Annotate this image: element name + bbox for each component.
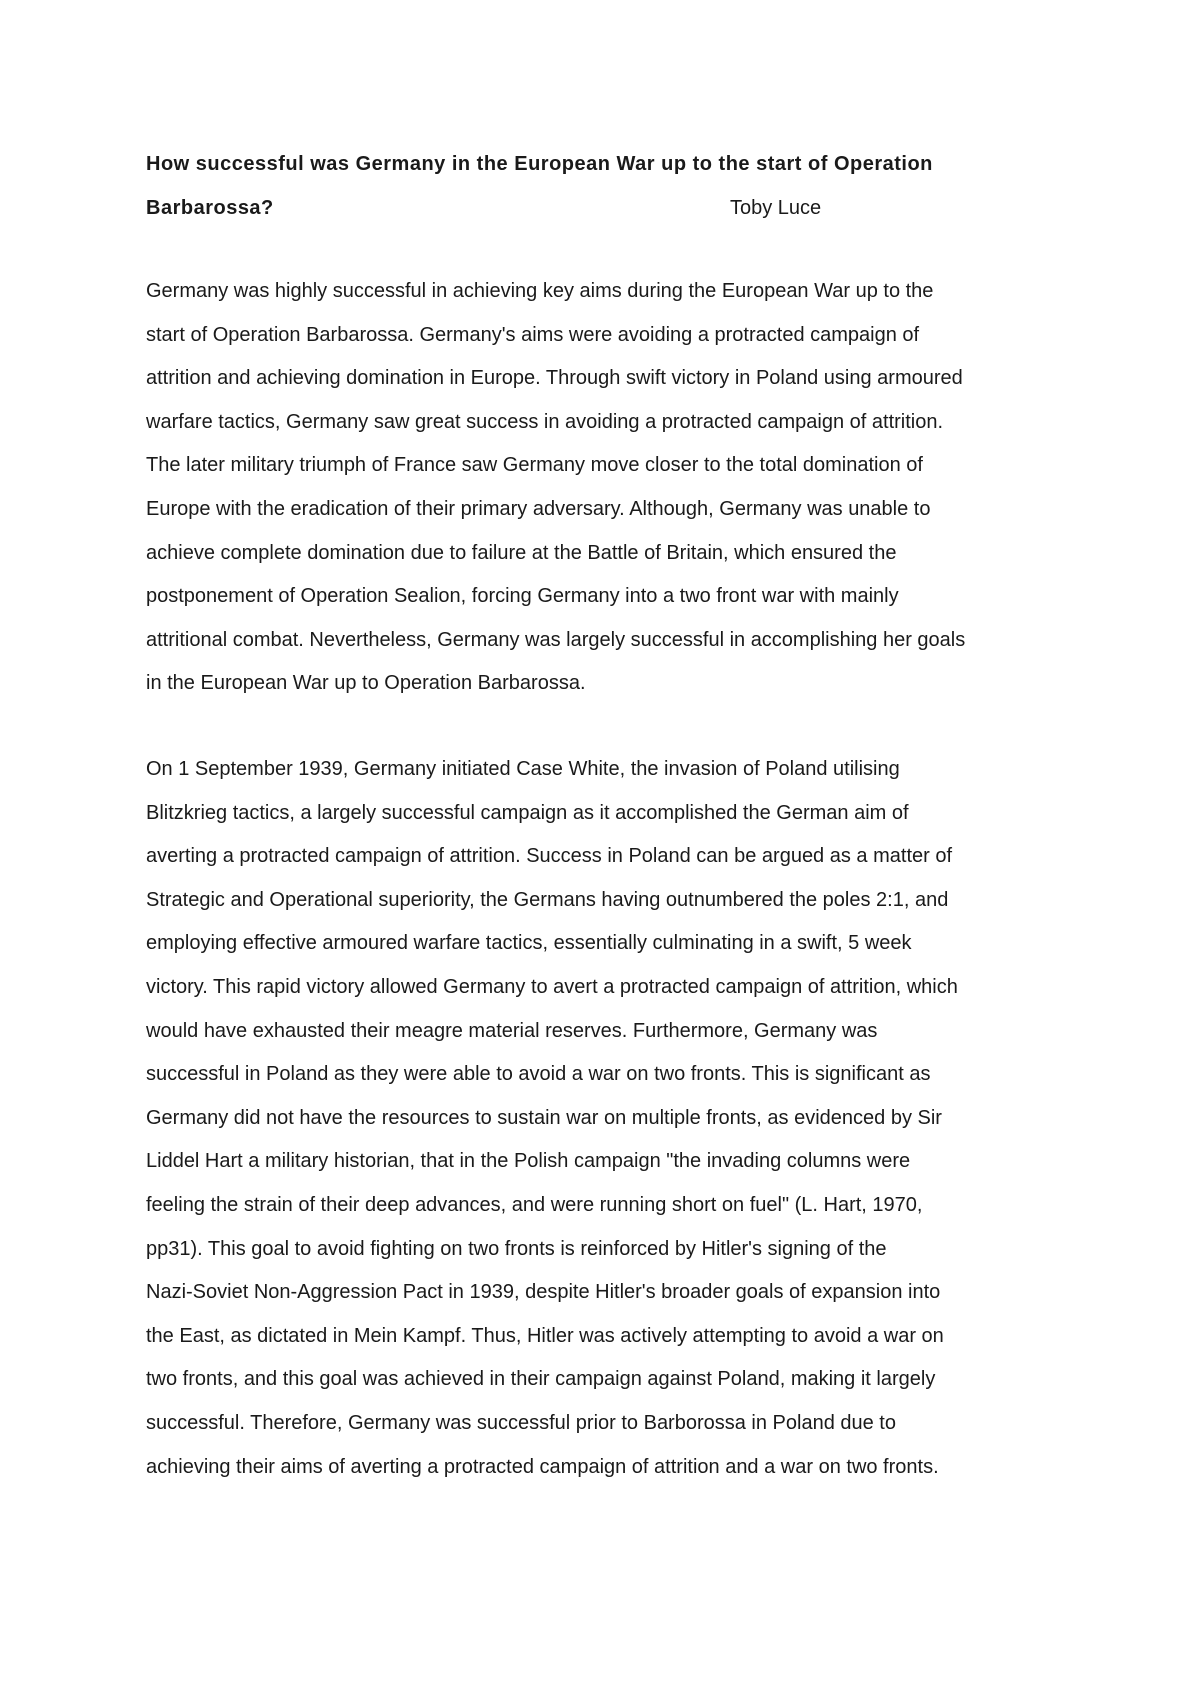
paragraph-line: attritional combat. Nevertheless, Germany was largely successful in accomplishing her goals [146, 628, 966, 651]
paragraph-poland [146, 748, 1076, 1489]
paragraph-line: the East, as dictated in Mein Kampf. Thus, Hitler was actively attempting to avoid a war on [146, 1324, 944, 1347]
paragraph-line: attrition and achieving domination in Europe. Through swift victory in Poland using armoured [146, 367, 963, 390]
paragraph-line: pp31). This goal to avoid fighting on two fronts is reinforced by Hitler's signing of the [146, 1237, 887, 1260]
paragraph-line: achieving their aims of averting a protracted campaign of attrition and a war on two fronts. [146, 1455, 939, 1478]
paragraph-line: feeling the strain of their deep advances, and were running short on fuel" (L. Hart, 1970, [146, 1193, 923, 1216]
paragraph-line: Germany was highly successful in achieving key aims during the European War up to the [146, 280, 934, 302]
paragraph-line: Nazi-Soviet Non-Aggression Pact in 1939, despite Hitler's broader goals of expansion into [146, 1281, 941, 1304]
paragraph-line: two fronts, and this goal was achieved in their campaign against Poland, making it largely [146, 1368, 936, 1391]
paragraph-line: On 1 September 1939, Germany initiated Case White, the invasion of Poland utilising [146, 758, 900, 780]
paragraph-line: The later military triumph of France saw Germany move closer to the total domination of [146, 454, 923, 477]
paragraph-line: achieve complete domination due to failure at the Battle of Britain, which ensured the [146, 541, 897, 564]
paragraph-line: successful in Poland as they were able to avoid a war on two fronts. This is significant as [146, 1063, 931, 1086]
paragraph-line: postponement of Operation Sealion, forcing Germany into a two front war with mainly [146, 585, 899, 608]
paragraph-introduction [146, 270, 1076, 706]
paragraph-line: Strategic and Operational superiority, the Germans having outnumbered the poles 2:1, and [146, 888, 949, 911]
paragraph-line: would have exhausted their meagre material reserves. Furthermore, Germany was [146, 1019, 878, 1042]
paragraph-line: Europe with the eradication of their primary adversary. Although, Germany was unable to [146, 497, 931, 520]
paragraph-line: Liddel Hart a military historian, that in the Polish campaign "the invading columns were [146, 1150, 911, 1173]
paragraph-line: warfare tactics, Germany saw great success in avoiding a protracted campaign of attrition. [146, 410, 944, 433]
essay-title-line-2-row [146, 186, 1066, 230]
paragraph-line: Germany did not have the resources to sustain war on multiple fronts, as evidenced by Sir [146, 1106, 942, 1129]
paragraph-line: Blitzkrieg tactics, a largely successful campaign as it accomplished the German aim of [146, 801, 909, 824]
title-block [146, 142, 1066, 230]
paragraph-line: victory. This rapid victory allowed Germany to avert a protracted campaign of attrition, which [146, 975, 958, 998]
author-name: Toby Luce [730, 197, 822, 219]
paragraph-line: start of Operation Barbarossa. Germany's aims were avoiding a protracted campaign of [146, 323, 920, 346]
paragraph-line: successful. Therefore, Germany was successful prior to Barborossa in Poland due to [146, 1411, 896, 1434]
paragraph-line: in the European War up to Operation Barbarossa. [146, 672, 586, 695]
paragraph-line: employing effective armoured warfare tactics, essentially culminating in a swift, 5 week [146, 932, 912, 955]
essay-title-line-2: Barbarossa? [146, 197, 274, 219]
essay-title-line-1: How successful was Germany in the European War up to the start of Operation [146, 153, 933, 175]
paragraph-line: averting a protracted campaign of attrition. Success in Poland can be argued as a matter of [146, 845, 953, 868]
